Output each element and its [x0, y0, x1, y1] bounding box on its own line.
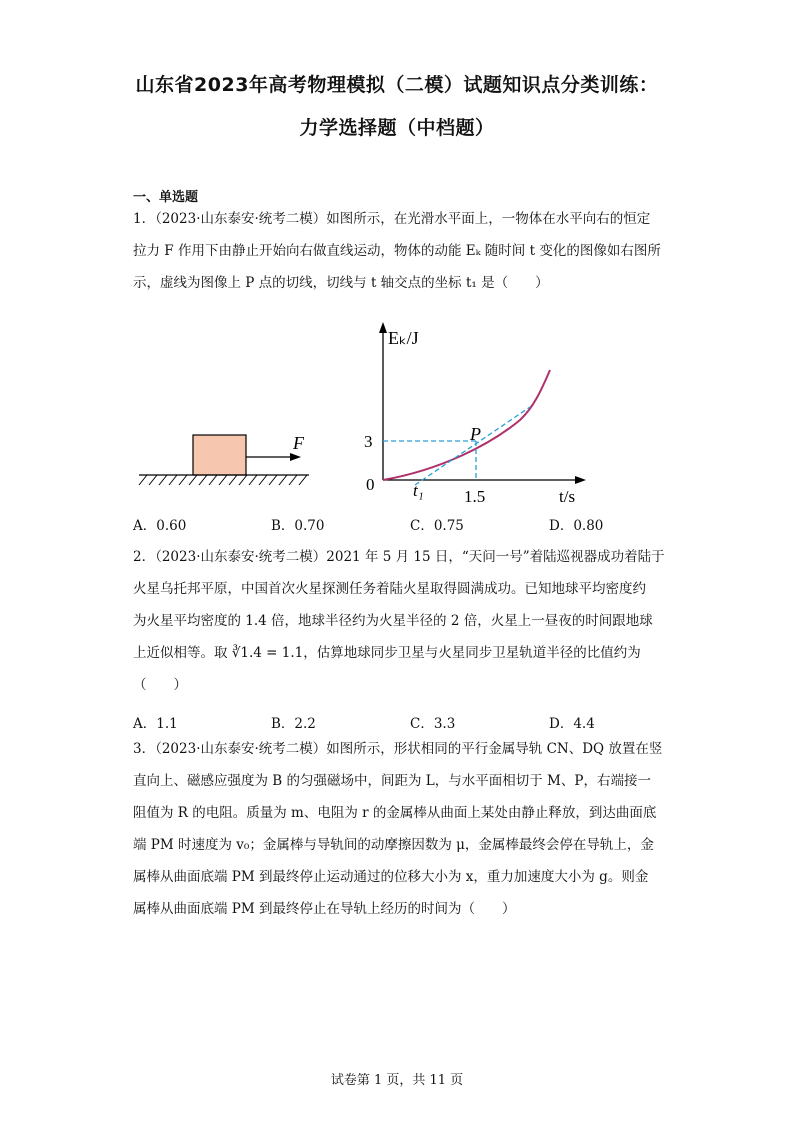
option-c: C．3.3: [410, 716, 456, 732]
point-p-label: P: [470, 424, 481, 444]
option-d: D．4.4: [549, 716, 595, 732]
force-arrowhead: [290, 453, 301, 461]
ground-hatch: [139, 475, 307, 485]
ek-curve: [383, 370, 550, 480]
y-axis-label: Eₖ/J: [388, 328, 419, 348]
question-2-line: 为火星平均密度的 1.4 倍，地球半径约为火星半径的 2 倍，火星上一昼夜的时间跟地球: [133, 613, 653, 629]
question-2-line: 2．（2023·山东泰安·统考二模）2021 年 5 月 15 日，“天问一号”着陆巡视器成功着陆于: [133, 549, 665, 565]
tangent-line: [415, 407, 530, 485]
question-2-text: [133, 541, 668, 701]
x-tick-label: 1.5: [464, 487, 486, 506]
question-1-line: 示，虚线为图像上 P 点的切线，切线与 t 轴交点的坐标 t₁ 是（ ）: [133, 275, 549, 291]
option-a: A．1.1: [133, 716, 178, 732]
question-1-line: 1．（2023·山东泰安·统考二模）如图所示，在光滑水平面上，一物体在水平向右的恒定: [133, 211, 651, 227]
option-c: C．0.75: [410, 518, 464, 534]
question-3-line: 属棒从曲面底端 PM 到最终停止在导轨上经历的时间为（ ）: [133, 901, 516, 917]
question-3-line: 端 PM 时速度为 v₀；金属棒与导轨间的动摩擦因数为 μ，金属棒最终会停在导轨上，金: [133, 837, 654, 853]
block: [193, 435, 246, 475]
option-b: B．2.2: [271, 716, 316, 732]
section-heading: 一、单选题: [133, 190, 199, 205]
x-axis-arrow: [575, 476, 586, 484]
document-title: 山东省2023年高考物理模拟（二模）试题知识点分类训练：: [135, 74, 659, 96]
x-axis-label: t/s: [559, 487, 576, 506]
question-3-line: 阻值为 R 的电阻。质量为 m、电阻为 r 的金属棒从曲面上某处由静止释放，到达曲面底: [133, 805, 657, 821]
t1-label: t₁: [413, 481, 424, 500]
block-force-figure: [133, 420, 323, 492]
document-subtitle: 力学选择题（中档题）: [299, 117, 495, 139]
page-footer: 试卷第 1 页，共 11 页: [330, 1073, 464, 1088]
question-2-line: 火星乌托邦平原，中国首次火星探测任务着陆火星取得圆满成功。已知地球平均密度约: [133, 581, 646, 597]
question-3-line: 直向上、磁感应强度为 B 的匀强磁场中，间距为 L，与水平面相切于 M、P，右端接一: [133, 773, 651, 789]
question-1-text: [133, 203, 668, 299]
option-a: A．0.60: [133, 518, 187, 534]
option-d: D．0.80: [549, 518, 604, 534]
origin-label: 0: [366, 475, 375, 494]
question-3-line: 属棒从曲面底端 PM 到最终停止运动通过的位移大小为 x，重力加速度大小为 g。则金: [133, 869, 649, 885]
ek-t-graph: [360, 320, 600, 510]
question-2-line: 上近似相等。取 ∛1.4 = 1.1，估算地球同步卫星与火星同步卫星轨道半径的比值约为: [133, 645, 641, 661]
force-label: F: [293, 433, 304, 453]
question-1-line: 拉力 F 作用下由静止开始向右做直线运动，物体的动能 Eₖ 随时间 t 变化的图像如右图所: [133, 243, 661, 259]
question-3-line: 3．（2023·山东泰安·统考二模）如图所示，形状相同的平行金属导轨 CN、DQ 放置在竖: [133, 741, 663, 757]
y-axis-arrow: [379, 322, 387, 333]
y-tick-label: 3: [364, 432, 373, 451]
option-b: B．0.70: [271, 518, 325, 534]
question-2-line: （ ）: [133, 677, 187, 693]
question-3-text: [133, 733, 668, 925]
